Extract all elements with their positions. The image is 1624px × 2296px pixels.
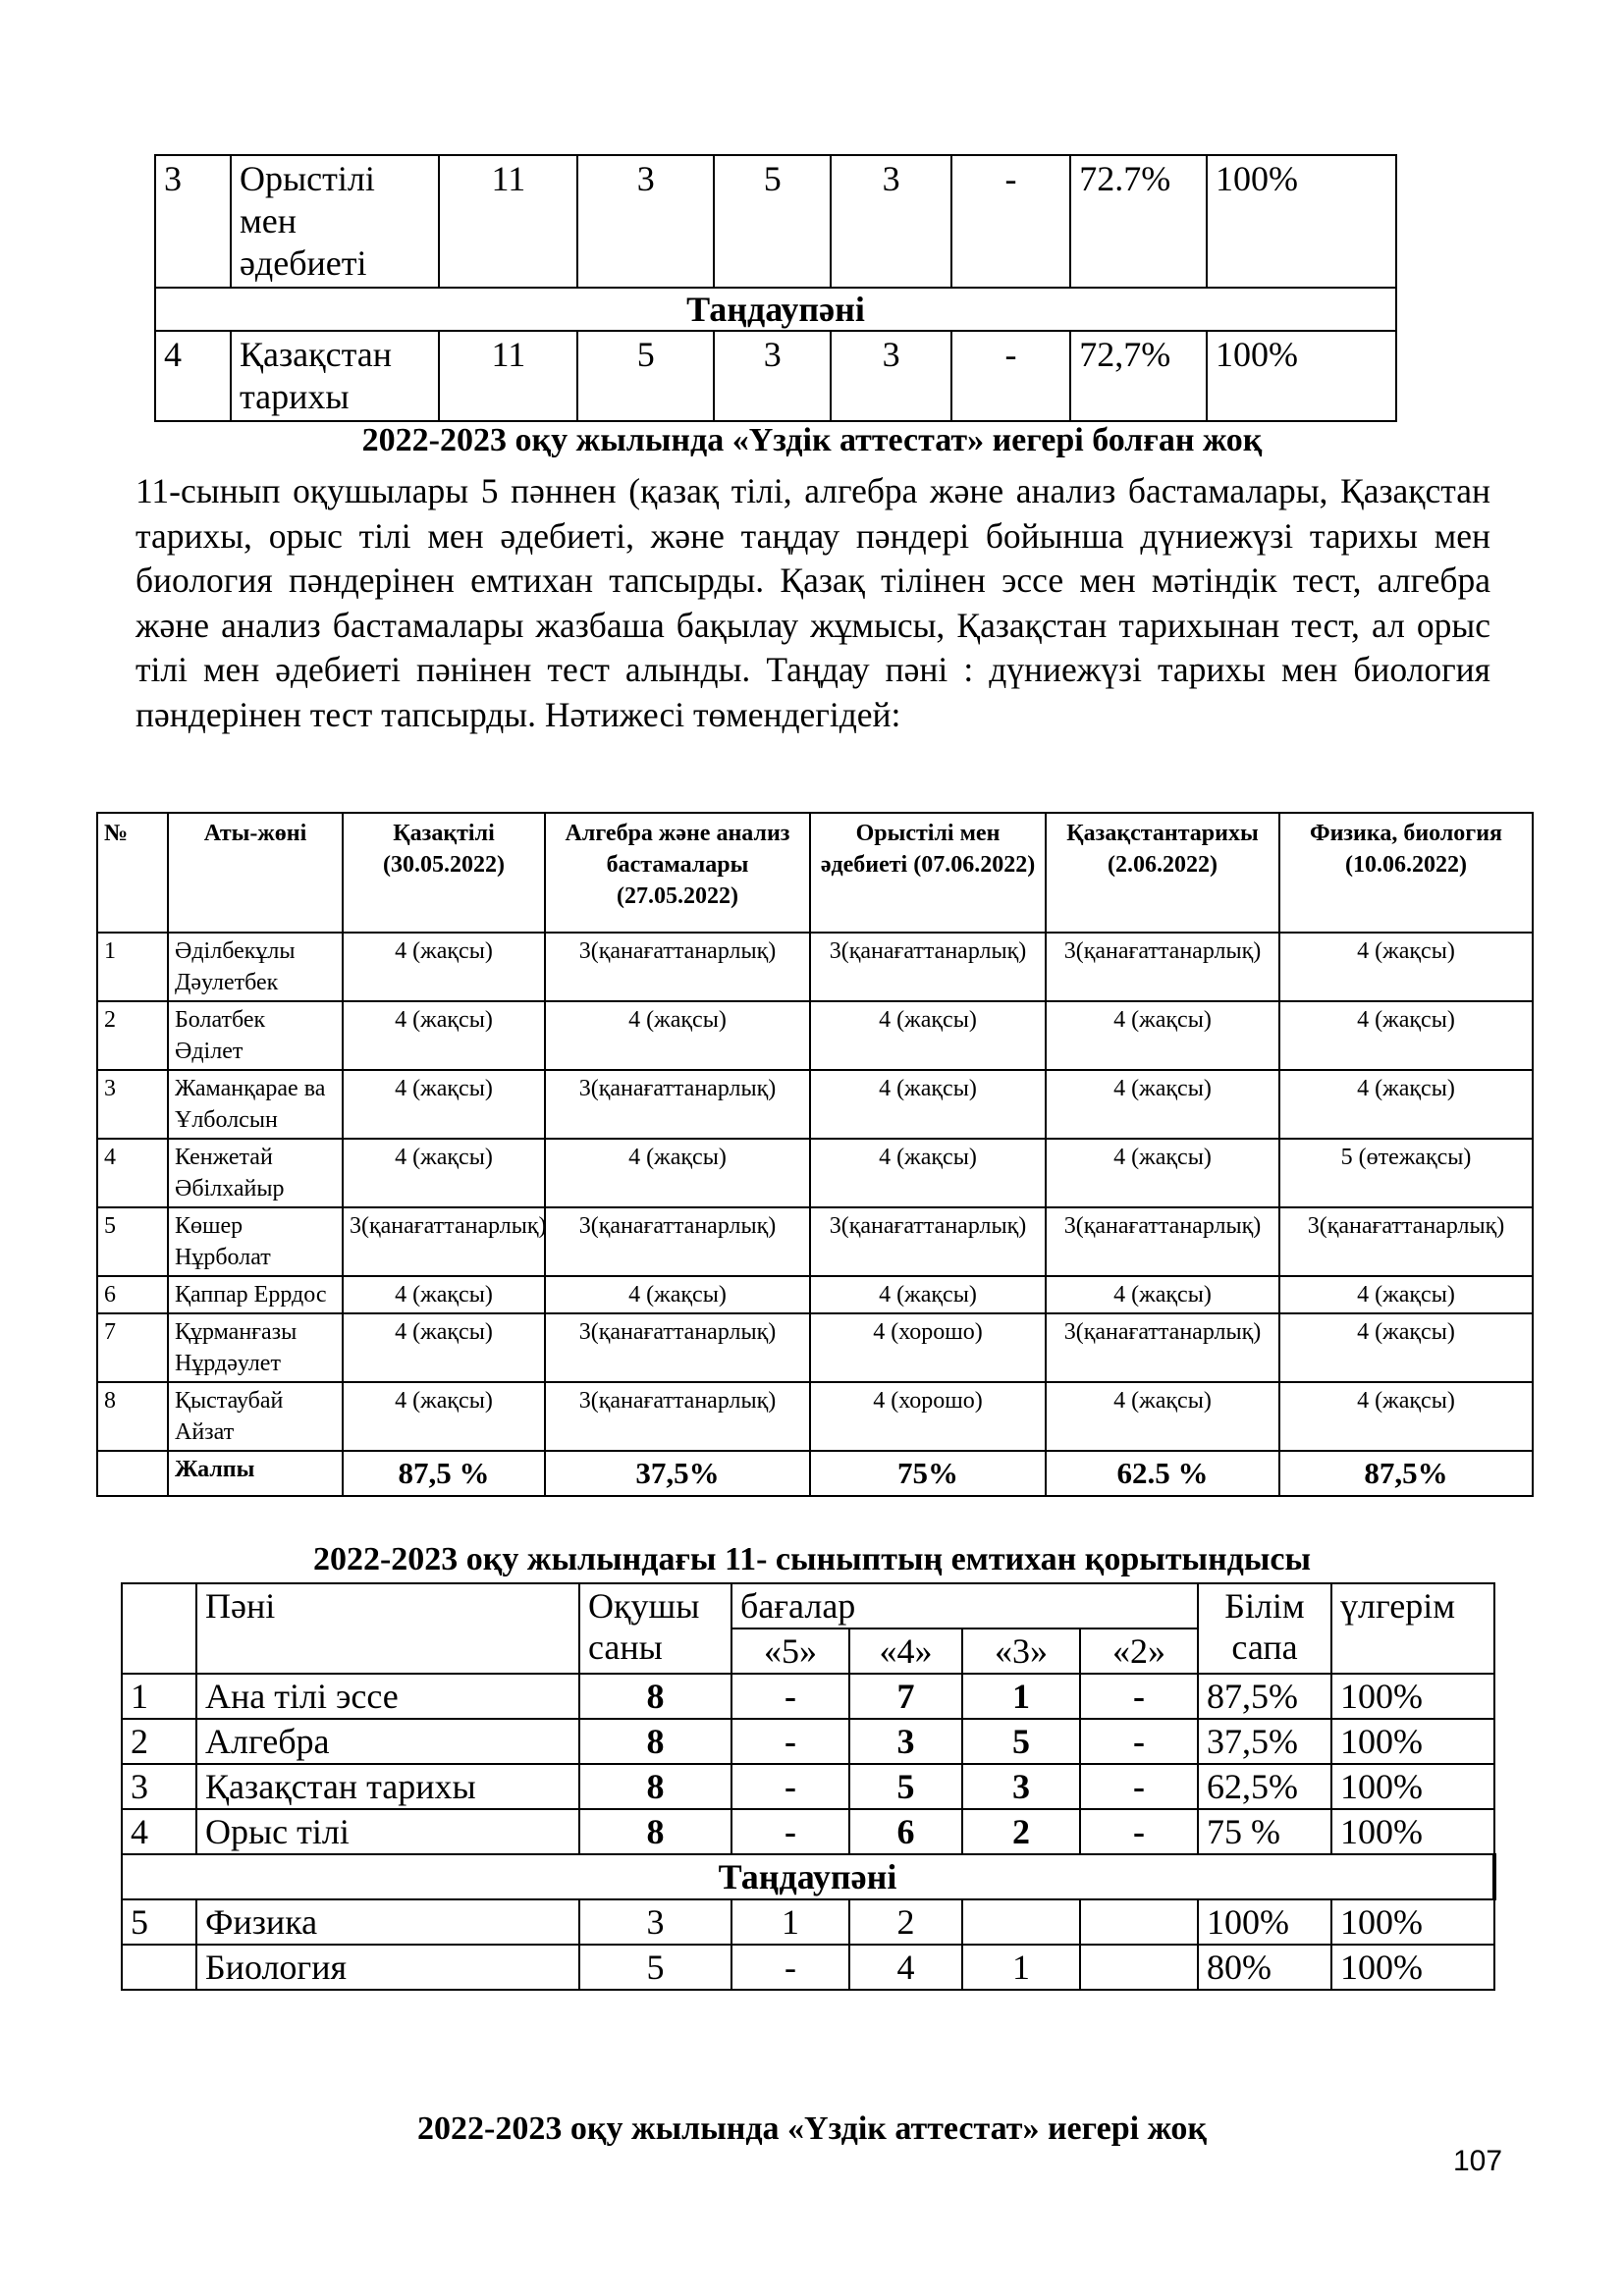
quality-cell: 100% <box>1198 1899 1331 1945</box>
grade-kazakh: 3(қанағаттанарлық) <box>343 1207 545 1276</box>
col-header-history: Қазақстантарихы (2.06.2022) <box>1046 813 1279 933</box>
col-header-grade-3: «3» <box>962 1629 1080 1674</box>
table-row <box>122 1899 1494 1945</box>
grade-3-count: 2 <box>962 1809 1080 1854</box>
total-kazakh: 87,5 % <box>343 1451 545 1496</box>
grade-algebra: 3(қанағаттанарлық) <box>545 1382 810 1451</box>
grade-4-count: 7 <box>849 1674 962 1719</box>
col-header-students: Оқушы саны <box>579 1583 731 1674</box>
student-name: Жаманқарае ва Ұлболсын <box>168 1070 343 1139</box>
table-row <box>97 1276 1533 1313</box>
col-header-grade-5: «5» <box>731 1629 849 1674</box>
col-header-quality: Білім сапа <box>1198 1583 1331 1674</box>
col-header-grade-2: «2» <box>1080 1629 1198 1674</box>
grade-physics-biology: 4 (жақсы) <box>1279 1313 1533 1382</box>
total-label: Жалпы <box>168 1451 343 1496</box>
grade-russian: 4 (жақсы) <box>810 1139 1046 1207</box>
grade-algebra: 3(қанағаттанарлық) <box>545 933 810 1001</box>
cell: - <box>951 155 1070 288</box>
table-row <box>97 1001 1533 1070</box>
grade-russian: 4 (жақсы) <box>810 1070 1046 1139</box>
grade-3-count: 1 <box>962 1674 1080 1719</box>
body-paragraph: 11-сынып оқушылары 5 пәннен (қазақ тілі, алгебра және анализ бастамалары, Қазақстан тарихы, орыс тілі мен әдебиеті, және таңдау пәндері бойынша дүниежүзі тарихы мен биология пәндерінен емтихан тапсырды. Қазақ тілінен эссе мен мәтіндік тест, алгебра және анализ бастамалары жазбаша бақылау жұмысы, Қазақстан тарихынан тест, ал орыс тілі мен әдебиеті пәнінен тест алынды. Таңдау пәні : дүниежүзі тарихы мен биология пәндерінен тест тапсырды. Нәтижесі төмендегідей: <box>135 471 1490 734</box>
row-number: 5 <box>97 1207 168 1276</box>
student-count: 8 <box>579 1674 731 1719</box>
cell: 11 <box>439 155 577 288</box>
grade-russian: 4 (жақсы) <box>810 1001 1046 1070</box>
col-header-grade-4: «4» <box>849 1629 962 1674</box>
grade-history: 3(қанағаттанарлық) <box>1046 933 1279 1001</box>
grade-history: 4 (жақсы) <box>1046 1139 1279 1207</box>
cell: 3 <box>831 155 950 288</box>
grade-3-count: 5 <box>962 1719 1080 1764</box>
table-row <box>97 933 1533 1001</box>
col-header-name: Аты-жөні <box>168 813 343 933</box>
performance-cell: 100% <box>1207 331 1396 421</box>
student-name: Көшер Нұрболат <box>168 1207 343 1276</box>
col-header-subject: Пәні <box>196 1583 579 1674</box>
quality-cell: 72,7% <box>1070 331 1207 421</box>
exam-summary-table <box>121 1582 1496 1991</box>
total-physics-biology: 87,5% <box>1279 1451 1533 1496</box>
cell: 3 <box>714 331 831 421</box>
section-label: Таңдаупәні <box>122 1854 1494 1899</box>
row-number: 3 <box>155 155 231 288</box>
row-number: 4 <box>97 1139 168 1207</box>
student-count: 5 <box>579 1945 731 1990</box>
student-count: 3 <box>579 1899 731 1945</box>
col-header-kazakh: Қазақтілі (30.05.2022) <box>343 813 545 933</box>
col-header-number: № <box>97 813 168 933</box>
grade-history: 3(қанағаттанарлық) <box>1046 1207 1279 1276</box>
table-row <box>97 1207 1533 1276</box>
subject-name: Ана тілі эссе <box>196 1674 579 1719</box>
table-header-row <box>122 1583 1494 1629</box>
performance-cell: 100% <box>1331 1764 1494 1809</box>
page-number: 107 <box>1453 2145 1503 2177</box>
cell: 3 <box>831 331 950 421</box>
grade-4-count: 6 <box>849 1809 962 1854</box>
grade-russian: 3(қанағаттанарлық) <box>810 933 1046 1001</box>
student-count: 8 <box>579 1809 731 1854</box>
col-header-performance: үлгерім <box>1331 1583 1494 1674</box>
grade-history: 4 (жақсы) <box>1046 1276 1279 1313</box>
grade-algebra: 3(қанағаттанарлық) <box>545 1313 810 1382</box>
cell: 11 <box>439 331 577 421</box>
grade-russian: 4 (жақсы) <box>810 1276 1046 1313</box>
cell: 3 <box>577 155 714 288</box>
table-row <box>97 1382 1533 1451</box>
student-count: 8 <box>579 1719 731 1764</box>
quality-cell: 75 % <box>1198 1809 1331 1854</box>
grade-5-count: - <box>731 1674 849 1719</box>
row-number: 4 <box>155 331 231 421</box>
grade-kazakh: 4 (жақсы) <box>343 1313 545 1382</box>
quality-cell: 80% <box>1198 1945 1331 1990</box>
grade-2-count: - <box>1080 1809 1198 1854</box>
performance-cell: 100% <box>1331 1719 1494 1764</box>
grade-russian: 4 (хорошо) <box>810 1313 1046 1382</box>
grade-algebra: 3(қанағаттанарлық) <box>545 1070 810 1139</box>
grade-kazakh: 4 (жақсы) <box>343 1382 545 1451</box>
table-row <box>97 1070 1533 1139</box>
grade-3-count: 3 <box>962 1764 1080 1809</box>
row-number: 7 <box>97 1313 168 1382</box>
grade-physics-biology: 4 (жақсы) <box>1279 1382 1533 1451</box>
grade-russian: 3(қанағаттанарлық) <box>810 1207 1046 1276</box>
row-number: 4 <box>122 1809 196 1854</box>
student-name: Болатбек Әділет <box>168 1001 343 1070</box>
grade-algebra: 4 (жақсы) <box>545 1139 810 1207</box>
quality-cell: 72.7% <box>1070 155 1207 288</box>
grade-kazakh: 4 (жақсы) <box>343 1139 545 1207</box>
grade-algebra: 3(қанағаттанарлық) <box>545 1207 810 1276</box>
grade-4-count: 4 <box>849 1945 962 1990</box>
col-header-algebra: Алгебра және анализ бастамалары (27.05.2022) <box>545 813 810 933</box>
grade-algebra: 4 (жақсы) <box>545 1276 810 1313</box>
row-number: 6 <box>97 1276 168 1313</box>
performance-cell: 100% <box>1331 1945 1494 1990</box>
grade-kazakh: 4 (жақсы) <box>343 1001 545 1070</box>
grade-4-count: 3 <box>849 1719 962 1764</box>
table-header-row <box>97 813 1533 933</box>
empty-cell <box>122 1583 196 1674</box>
grade-physics-biology: 5 (өтежақсы) <box>1279 1139 1533 1207</box>
grade-2-count: - <box>1080 1764 1198 1809</box>
table-row <box>155 331 1396 421</box>
row-number: 3 <box>97 1070 168 1139</box>
grade-3-count: 1 <box>962 1945 1080 1990</box>
grade-history: 3(қанағаттанарлық) <box>1046 1313 1279 1382</box>
grade-4-count: 5 <box>849 1764 962 1809</box>
subject-name: Қазақстан тарихы <box>196 1764 579 1809</box>
subject-name: Физика <box>196 1899 579 1945</box>
heading-no-excellent-certificate: 2022-2023 оқу жылында «Үздік аттестат» иегері болған жоқ <box>361 422 1263 458</box>
cell: 5 <box>714 155 831 288</box>
section-label: Таңдаупәні <box>155 288 1396 331</box>
grade-russian: 4 (хорошо) <box>810 1382 1046 1451</box>
col-header-grades: бағалар <box>731 1583 1198 1629</box>
student-name: Әділбекұлы Дәулетбек <box>168 933 343 1001</box>
grade-physics-biology: 4 (жақсы) <box>1279 1070 1533 1139</box>
performance-cell: 100% <box>1207 155 1396 288</box>
grade-history: 4 (жақсы) <box>1046 1001 1279 1070</box>
row-number: 3 <box>122 1764 196 1809</box>
col-header-physics-biology: Физика, биология (10.06.2022) <box>1279 813 1533 933</box>
heading-exam-summary: 2022-2023 оқу жылындағы 11- сыныптың емтихан қорытындысы <box>312 1541 1312 1577</box>
student-results-table <box>96 812 1534 1497</box>
grade-4-count: 2 <box>849 1899 962 1945</box>
performance-cell: 100% <box>1331 1899 1494 1945</box>
results-table-top <box>154 154 1397 422</box>
table-row <box>122 1809 1494 1854</box>
cell: 5 <box>577 331 714 421</box>
grade-2-count <box>1080 1899 1198 1945</box>
table-row <box>122 1674 1494 1719</box>
section-row <box>122 1854 1494 1899</box>
table-row <box>155 155 1396 288</box>
subject-name: Биология <box>196 1945 579 1990</box>
grade-2-count <box>1080 1945 1198 1990</box>
row-number: 2 <box>97 1001 168 1070</box>
grade-physics-biology: 3(қанағаттанарлық) <box>1279 1207 1533 1276</box>
grade-5-count: 1 <box>731 1899 849 1945</box>
grade-5-count: - <box>731 1809 849 1854</box>
row-number: 2 <box>122 1719 196 1764</box>
empty-cell <box>97 1451 168 1496</box>
student-count: 8 <box>579 1764 731 1809</box>
grade-history: 4 (жақсы) <box>1046 1070 1279 1139</box>
row-number <box>122 1945 196 1990</box>
row-number: 8 <box>97 1382 168 1451</box>
total-russian: 75% <box>810 1451 1046 1496</box>
subject-name: Орыс тілі <box>196 1809 579 1854</box>
grade-5-count: - <box>731 1945 849 1990</box>
heading-no-excellent-certificate-final: 2022-2023 оқу жылында «Үздік аттестат» иегері жоқ <box>417 2110 1207 2147</box>
grade-2-count: - <box>1080 1719 1198 1764</box>
performance-cell: 100% <box>1331 1674 1494 1719</box>
student-name: Кенжетай Әбілхайыр <box>168 1139 343 1207</box>
student-name: Қыстаубай Айзат <box>168 1382 343 1451</box>
table-row <box>97 1313 1533 1382</box>
subject-name: Алгебра <box>196 1719 579 1764</box>
row-number: 5 <box>122 1899 196 1945</box>
cell: - <box>951 331 1070 421</box>
grade-3-count <box>962 1899 1080 1945</box>
col-header-russian: Орыстілі мен әдебиеті (07.06.2022) <box>810 813 1046 933</box>
table-row <box>122 1764 1494 1809</box>
total-history: 62.5 % <box>1046 1451 1279 1496</box>
table-row <box>122 1945 1494 1990</box>
grade-2-count: - <box>1080 1674 1198 1719</box>
table-row <box>122 1719 1494 1764</box>
subject-name: Орыстілі мен әдебиеті <box>231 155 439 288</box>
grade-kazakh: 4 (жақсы) <box>343 1276 545 1313</box>
grade-physics-biology: 4 (жақсы) <box>1279 933 1533 1001</box>
grade-kazakh: 4 (жақсы) <box>343 1070 545 1139</box>
performance-cell: 100% <box>1331 1809 1494 1854</box>
grade-history: 4 (жақсы) <box>1046 1382 1279 1451</box>
grade-5-count: - <box>731 1764 849 1809</box>
student-name: Құрманғазы Нұрдәулет <box>168 1313 343 1382</box>
grade-algebra: 4 (жақсы) <box>545 1001 810 1070</box>
grade-kazakh: 4 (жақсы) <box>343 933 545 1001</box>
subject-name: Қазақстан тарихы <box>231 331 439 421</box>
grade-physics-biology: 4 (жақсы) <box>1279 1276 1533 1313</box>
student-name: Қаппар Еррдос <box>168 1276 343 1313</box>
quality-cell: 37,5% <box>1198 1719 1331 1764</box>
grade-5-count: - <box>731 1719 849 1764</box>
quality-cell: 62,5% <box>1198 1764 1331 1809</box>
section-row <box>155 288 1396 331</box>
row-number: 1 <box>122 1674 196 1719</box>
total-row <box>97 1451 1533 1496</box>
row-number: 1 <box>97 933 168 1001</box>
total-algebra: 37,5% <box>545 1451 810 1496</box>
quality-cell: 87,5% <box>1198 1674 1331 1719</box>
grade-physics-biology: 4 (жақсы) <box>1279 1001 1533 1070</box>
table-row <box>97 1139 1533 1207</box>
